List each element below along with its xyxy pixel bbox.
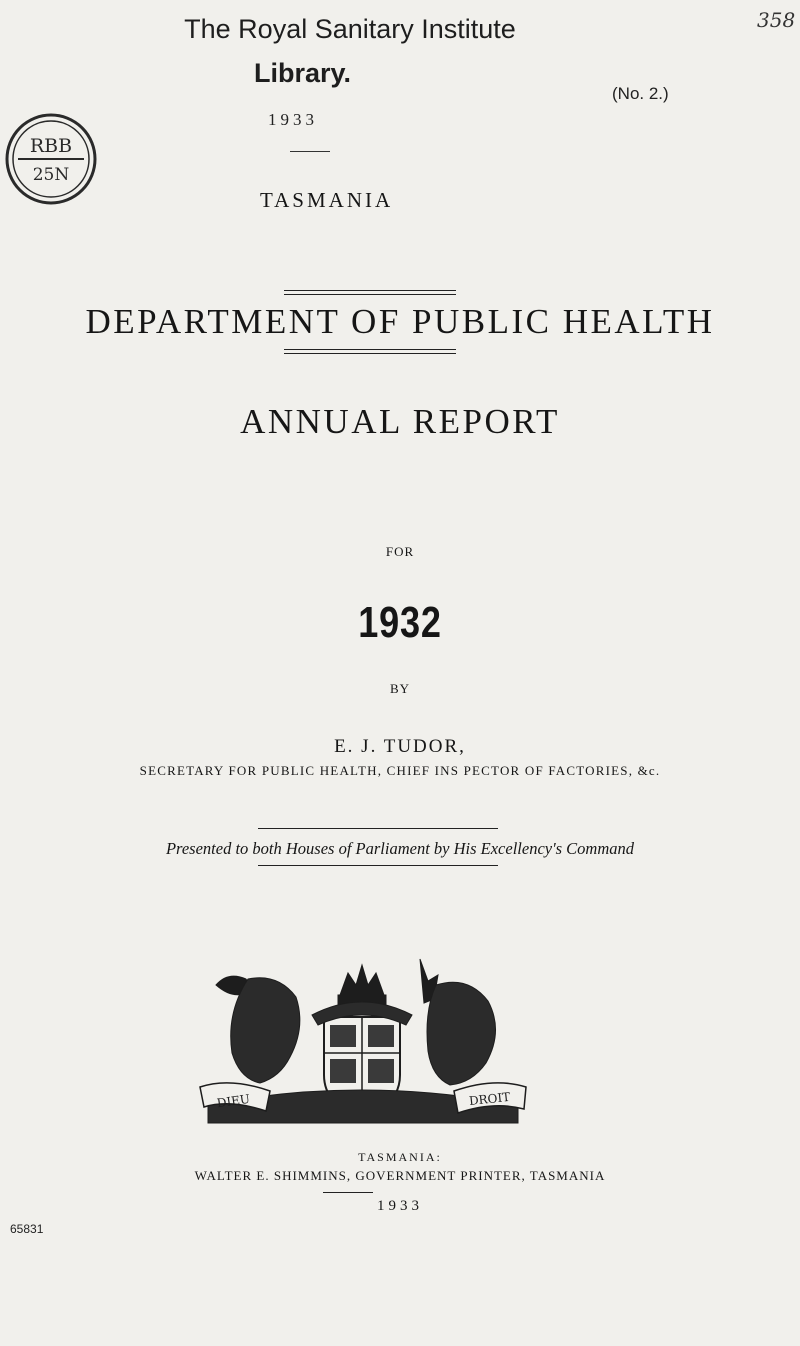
handwritten-mark: 358 xyxy=(757,8,796,32)
imprint-printer: WALTER E. SHIMMINS, GOVERNMENT PRINTER, TASMANIA xyxy=(194,1168,606,1183)
royal-coat-of-arms-icon xyxy=(188,955,536,1143)
author-title: SECRETARY FOR PUBLIC HEALTH, CHIEF INS PECTOR OF FACTORIES, &c. xyxy=(139,763,661,778)
presented-rule-top xyxy=(258,828,498,829)
department-rule-bottom-2 xyxy=(284,353,456,354)
department-rule-bottom xyxy=(284,349,456,350)
stamp-library-label: Library. xyxy=(254,58,352,88)
motto-left-text: DIEU xyxy=(216,1091,251,1111)
imprint-year: 1933 xyxy=(377,1198,423,1214)
state-name: TASMANIA xyxy=(260,188,394,212)
for-label: FOR xyxy=(385,544,415,559)
presented-line: Presented to both Houses of Parliament by His Excellency's Command xyxy=(165,839,635,858)
institute-seal-icon xyxy=(4,112,98,206)
presented-rule-bottom xyxy=(258,865,498,866)
motto-right-text: DROIT xyxy=(468,1089,511,1109)
document-number: (No. 2.) xyxy=(612,84,669,103)
stamp-divider xyxy=(290,151,330,152)
seal-bottom-text: 25N xyxy=(32,165,70,185)
report-title: ANNUAL REPORT xyxy=(240,402,560,441)
catalog-number: 65831 xyxy=(10,1222,44,1236)
stamp-title: The Royal Sanitary Institute xyxy=(184,14,516,44)
department-heading: DEPARTMENT OF PUBLIC HEALTH xyxy=(85,302,715,341)
imprint-place: TASMANIA: xyxy=(358,1150,442,1164)
stamp-year: 1933 xyxy=(268,110,318,129)
by-label: BY xyxy=(389,681,411,696)
department-rule-top-2 xyxy=(284,294,456,295)
department-rule-top xyxy=(284,290,456,291)
report-year: 1932 xyxy=(358,598,442,647)
imprint-rule xyxy=(323,1192,373,1193)
author-name: E. J. TUDOR, xyxy=(334,736,466,757)
seal-top-text: RBB xyxy=(29,135,73,157)
